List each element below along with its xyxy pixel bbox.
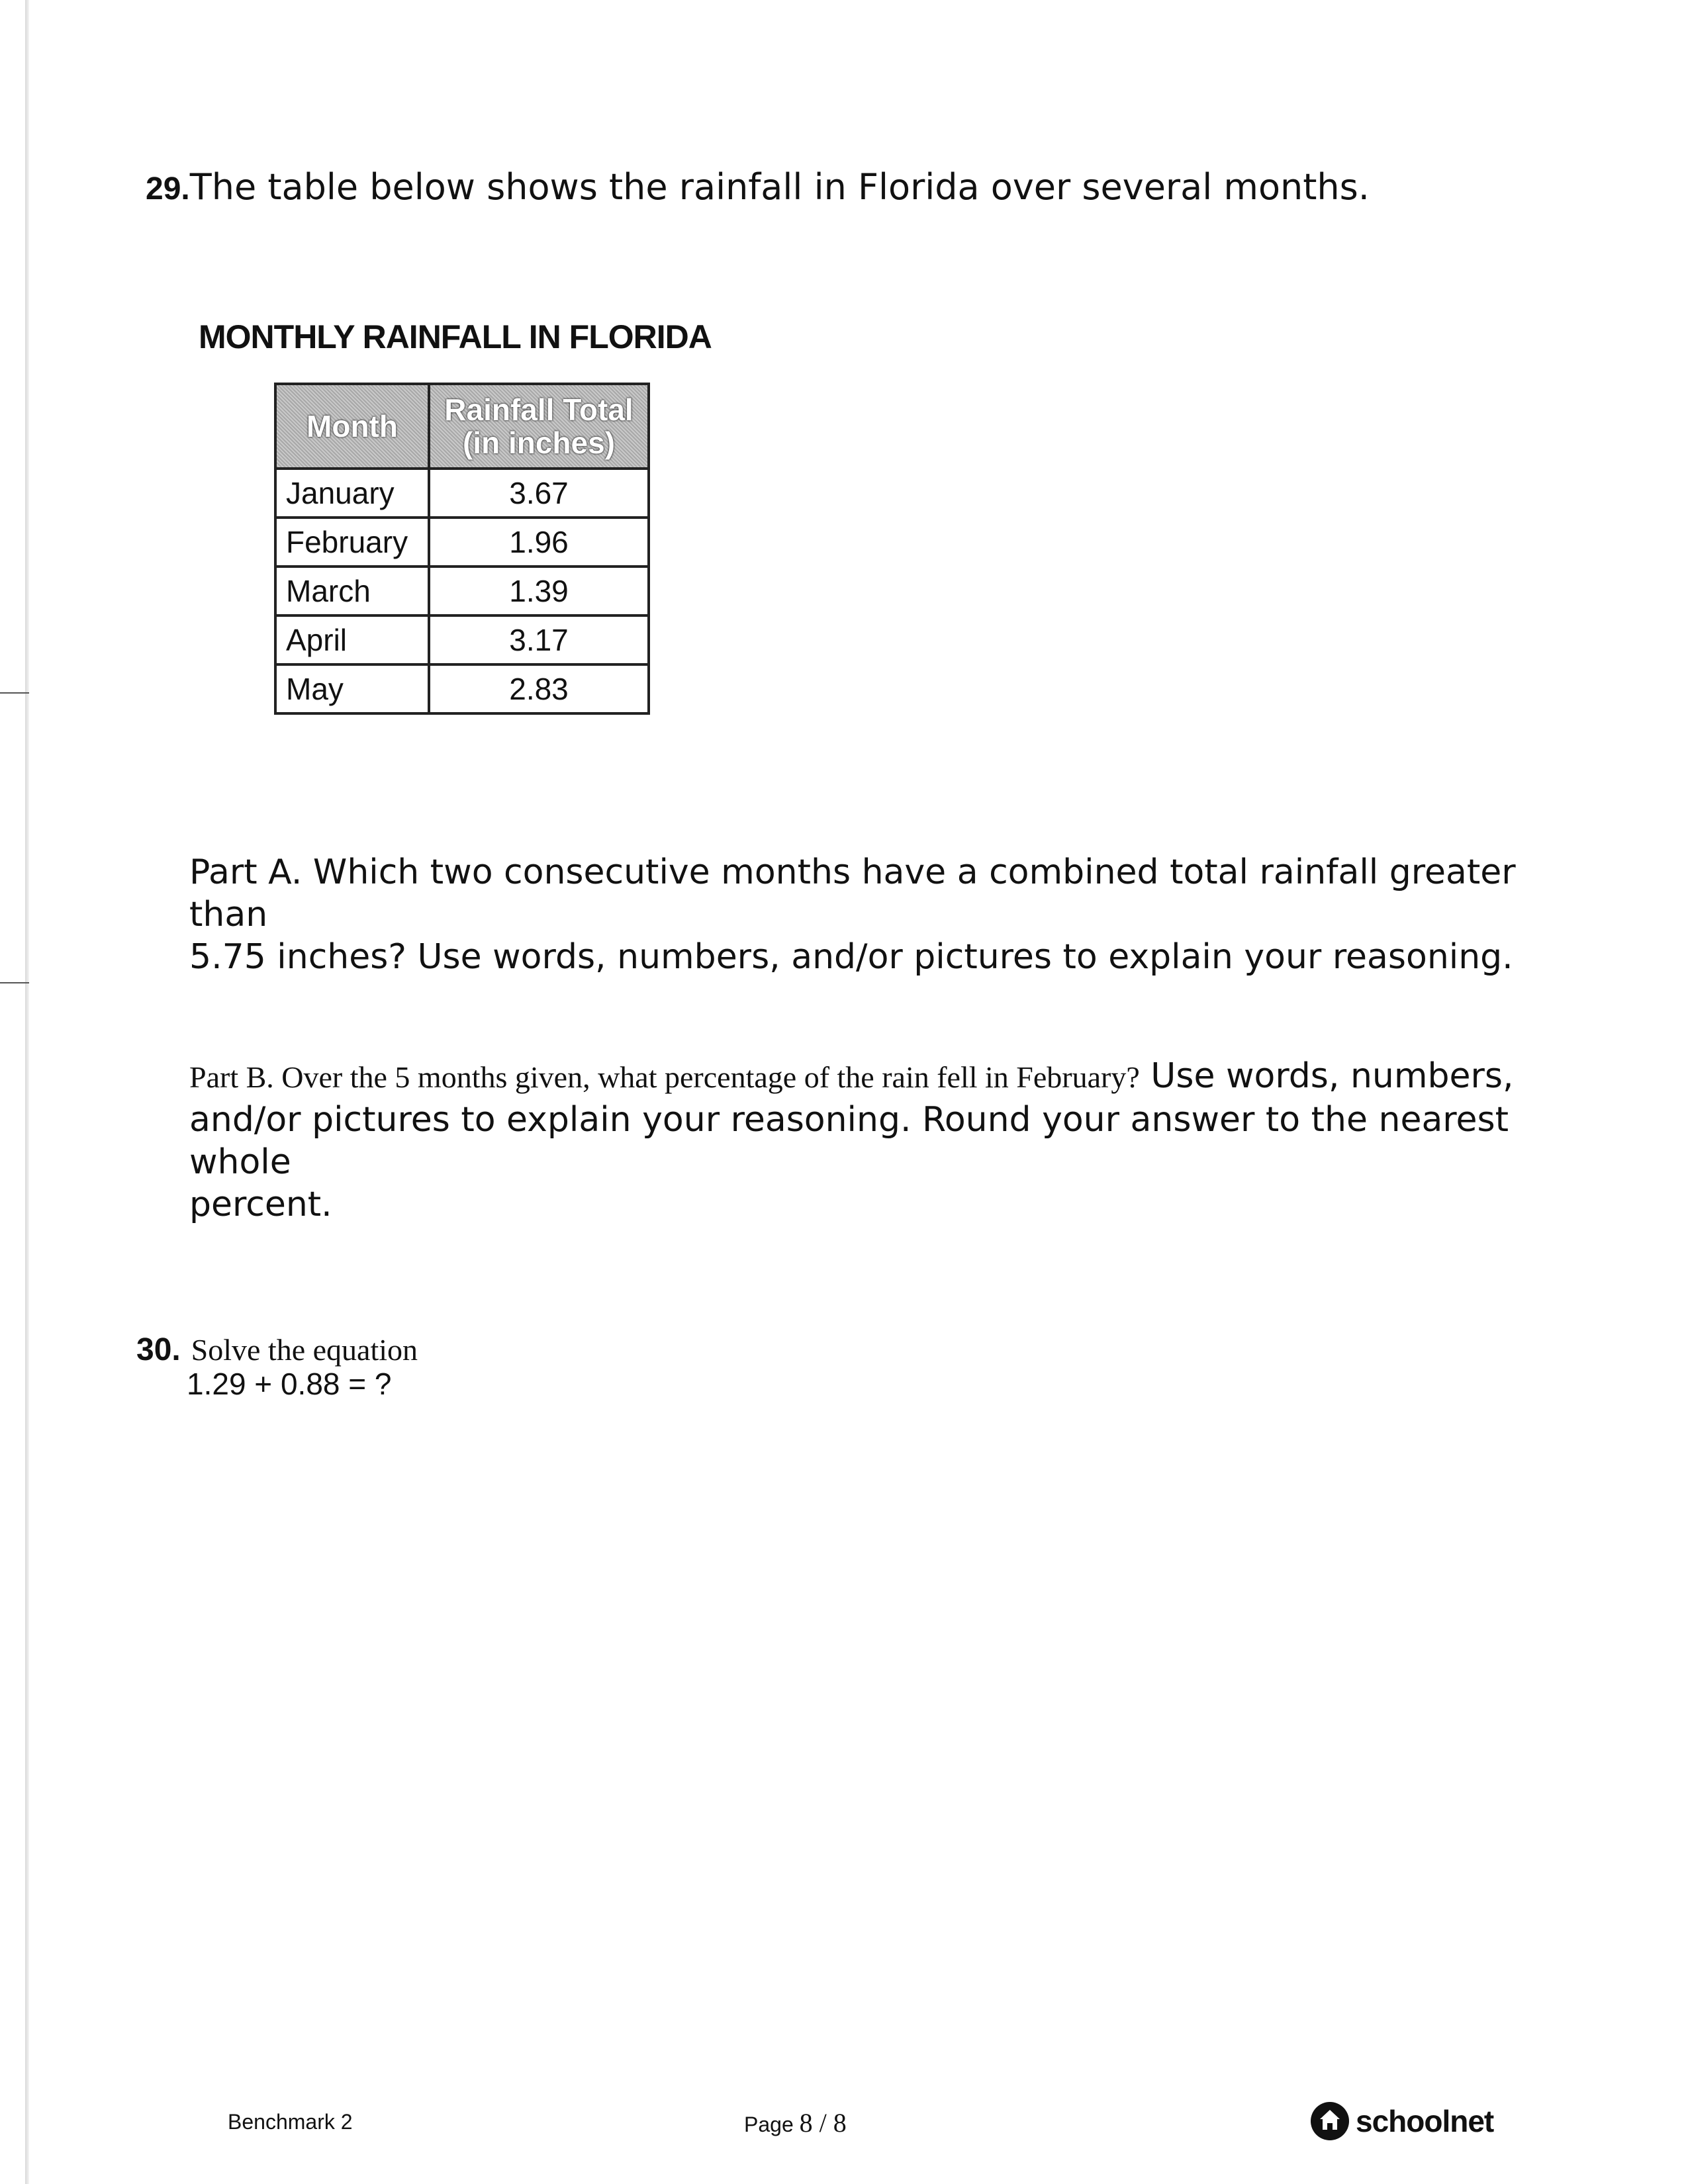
month-cell: February — [275, 518, 429, 567]
month-cell: April — [275, 615, 429, 664]
rainfall-cell: 3.17 — [429, 615, 649, 664]
table-row — [275, 664, 649, 713]
rainfall-cell: 1.39 — [429, 567, 649, 615]
table-row — [275, 518, 649, 567]
part-b-line2: and/or pictures to explain your reasoning. Round your answer to the nearest whole — [189, 1100, 1509, 1182]
part-a-text — [189, 851, 1579, 978]
header-month: Month — [275, 384, 429, 469]
question-30-prompt — [136, 1329, 418, 1370]
page-number: 8 / 8 — [799, 2108, 847, 2138]
question-number: 29. — [146, 171, 190, 206]
part-b-line3: percent. — [189, 1185, 332, 1224]
question-number: 30. — [136, 1332, 181, 1367]
footer-page — [744, 2107, 847, 2138]
part-b-text — [189, 1055, 1579, 1226]
scan-tick-mark — [0, 982, 29, 983]
part-a-line1: Part A. Which two consecutive months have a combined total rainfall greater than — [189, 852, 1516, 934]
month-cell: January — [275, 469, 429, 518]
month-cell: March — [275, 567, 429, 615]
scan-edge — [25, 0, 29, 2184]
table-title: MONTHLY RAINFALL IN FLORIDA — [199, 318, 712, 355]
footer-benchmark: Benchmark 2 — [228, 2110, 353, 2134]
part-a-line2: 5.75 inches? Use words, numbers, and/or pictures to explain your reasoning. — [189, 937, 1513, 977]
rainfall-cell: 1.96 — [429, 518, 649, 567]
table-row — [275, 567, 649, 615]
month-cell: May — [275, 664, 429, 713]
question-text: The table below shows the rainfall in Florida over several months. — [189, 166, 1370, 208]
schoolnet-logo-icon — [1309, 2101, 1350, 2142]
logo-text: schoolnet — [1356, 2104, 1494, 2138]
scan-tick-mark — [0, 692, 29, 694]
part-b-line1-rest: Use words, numbers, — [1139, 1056, 1514, 1096]
rainfall-cell: 3.67 — [429, 469, 649, 518]
equation: 1.29 + 0.88 = ? — [187, 1367, 392, 1401]
rainfall-table — [274, 383, 650, 715]
header-rainfall-line1: Rainfall Total — [444, 392, 633, 427]
part-b-lead: Part B. Over the 5 months given, what percentage of the rain fell in February? — [189, 1060, 1140, 1094]
rainfall-cell: 2.83 — [429, 664, 649, 713]
table-header-row — [275, 384, 649, 469]
header-rainfall-line2: (in inches) — [462, 426, 616, 460]
page-label: Page — [744, 2113, 794, 2136]
question-text: Solve the equation — [191, 1333, 418, 1367]
schoolnet-logo — [1309, 2101, 1493, 2142]
table-row — [275, 615, 649, 664]
table-row — [275, 469, 649, 518]
question-29-prompt — [146, 165, 1370, 211]
header-rainfall — [429, 384, 649, 469]
